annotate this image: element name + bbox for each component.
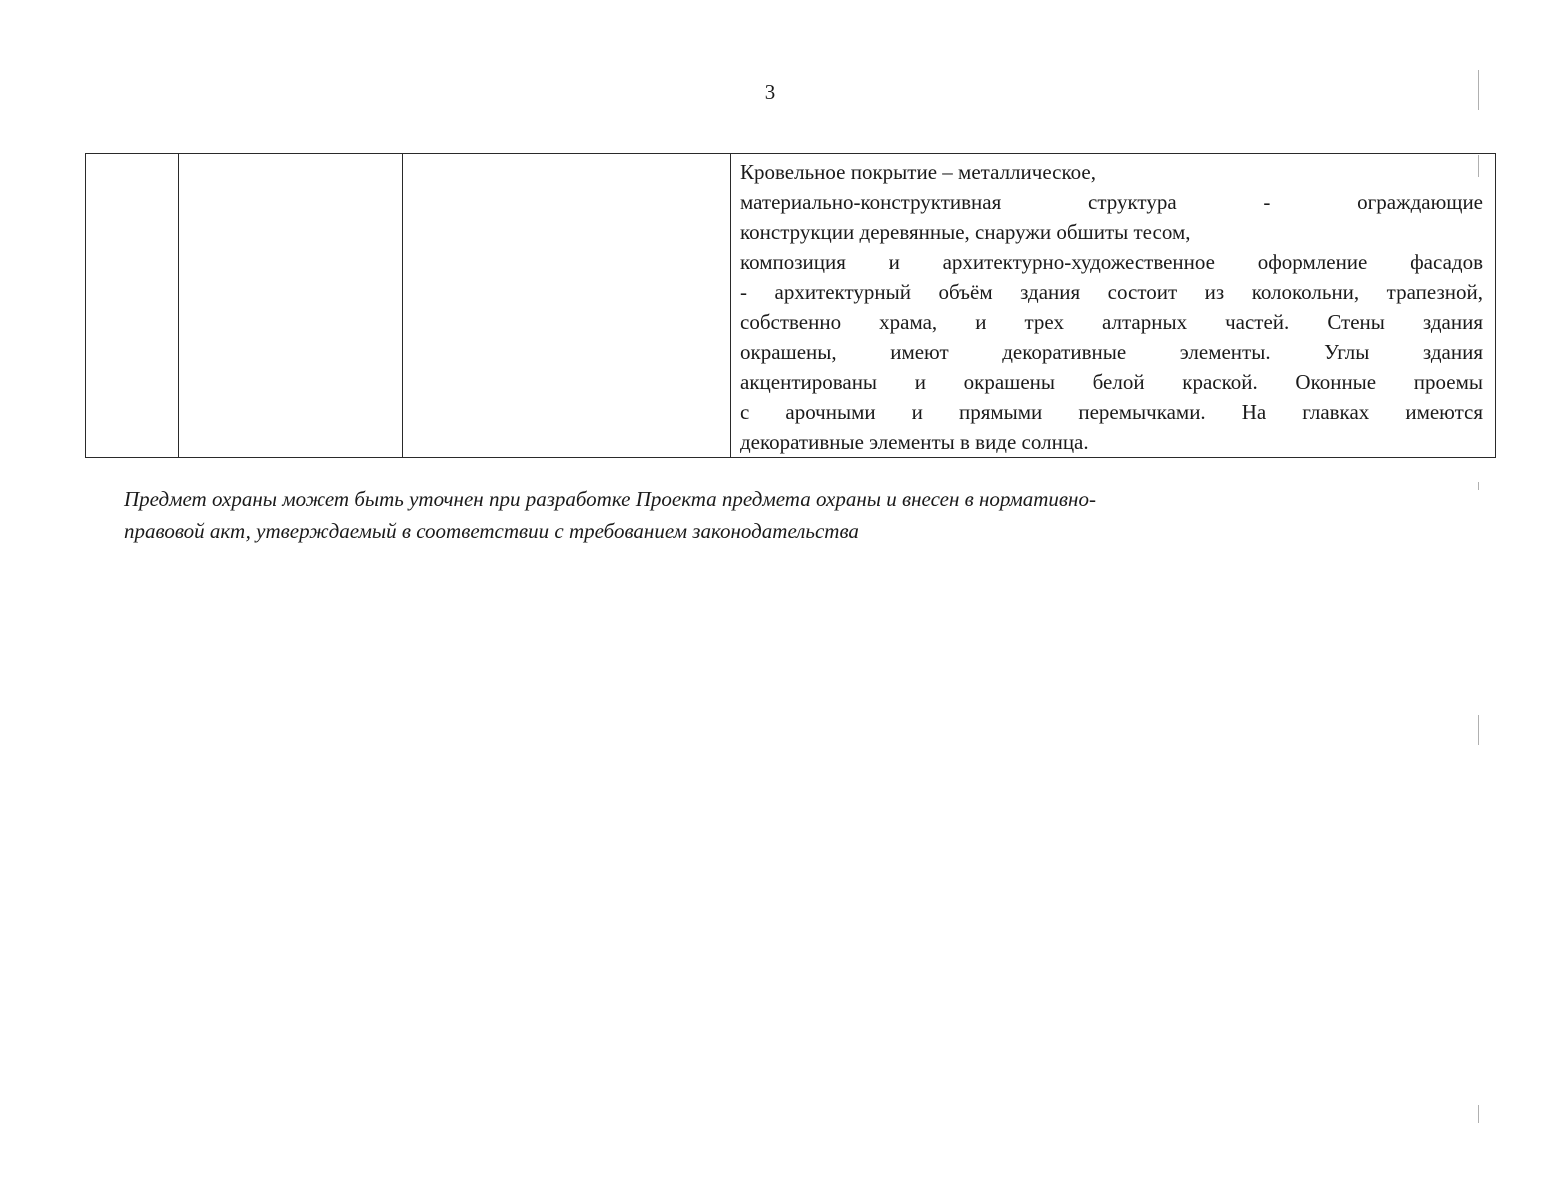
description-line: акцентированы и окрашены белой краской. Оконные проемы	[740, 370, 1483, 394]
footnote-line: правовой акт, утверждаемый в соответствии с требованием законодательства	[124, 519, 859, 543]
description-line: с арочными и прямыми перемычками. На главках имеются	[740, 400, 1483, 424]
description-line: Кровельное покрытие – металлическое,	[740, 160, 1096, 184]
footnote	[124, 483, 1424, 547]
scan-artifact	[1478, 482, 1479, 490]
scan-artifact	[1478, 715, 1479, 745]
description-line: материально-конструктивная структура - ограждающие	[740, 190, 1483, 214]
footnote-line: Предмет охраны может быть уточнен при разработке Проекта предмета охраны и внесен в нормативно-	[124, 487, 1096, 511]
scan-artifact	[1478, 70, 1479, 110]
table-cell-number	[86, 154, 179, 458]
description-line: декоративные элементы в виде солнца.	[740, 430, 1089, 454]
description-line: окрашены, имеют декоративные элементы. Углы здания	[740, 340, 1483, 364]
table-cell-location	[403, 154, 731, 458]
description-line: конструкции деревянные, снаружи обшиты тесом,	[740, 220, 1191, 244]
table-row	[86, 154, 1496, 458]
description-line: - архитектурный объём здания состоит из колокольни, трапезной,	[740, 280, 1483, 304]
scan-artifact	[1478, 155, 1479, 177]
description-line: композиция и архитектурно-художественное оформление фасадов	[740, 250, 1483, 274]
table-cell-name	[179, 154, 403, 458]
table-cell-description	[731, 154, 1496, 458]
protection-subject-table	[85, 153, 1496, 458]
scan-artifact	[1478, 1105, 1479, 1123]
description-line: собственно храма, и трех алтарных частей. Стены здания	[740, 310, 1483, 334]
page-number: 3	[764, 80, 776, 104]
